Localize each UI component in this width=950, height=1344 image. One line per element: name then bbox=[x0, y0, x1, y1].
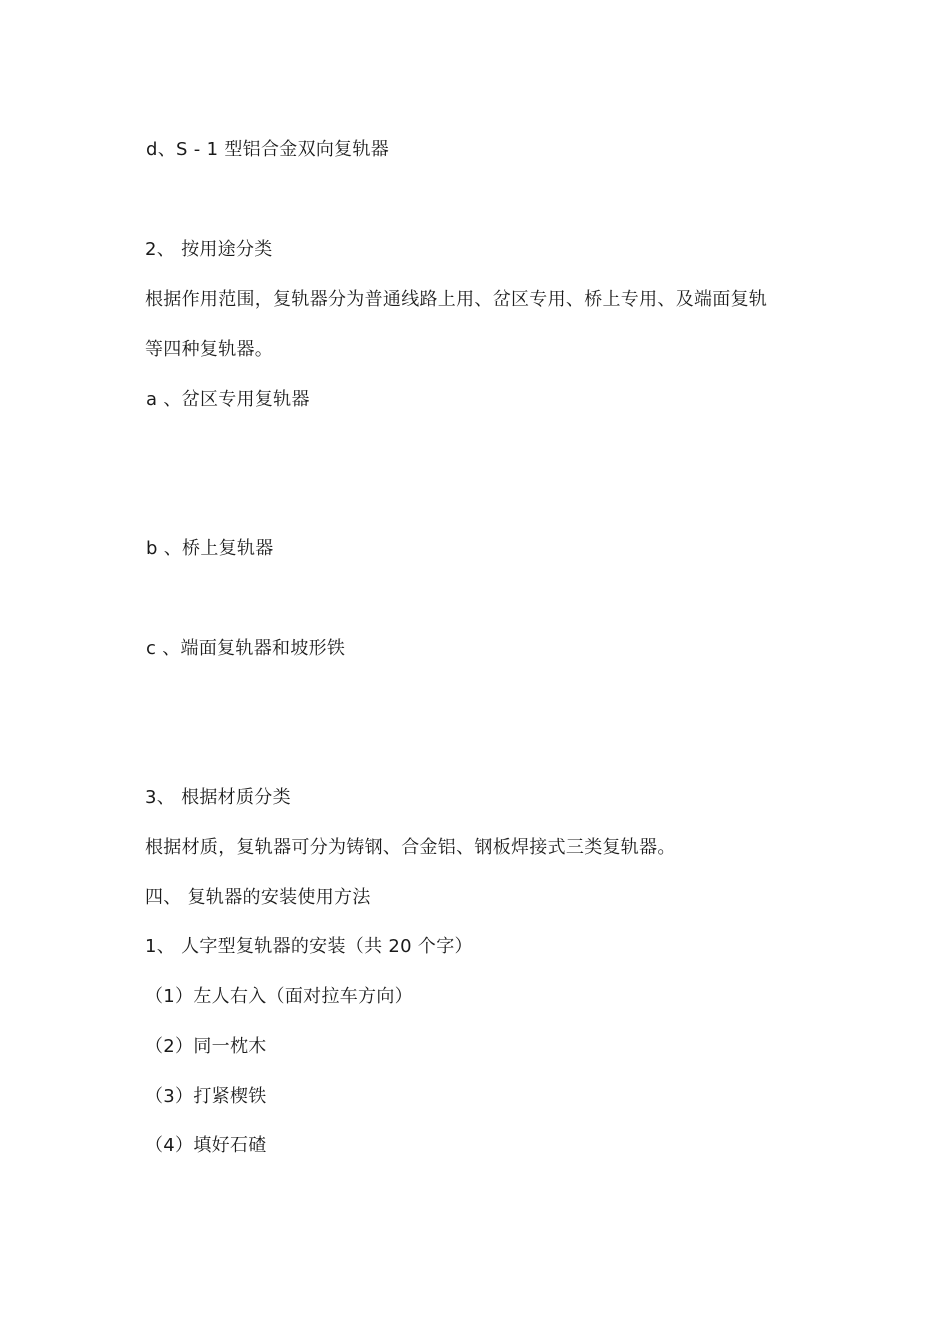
item-a-switch-rerailer: a 、岔区专用复轨器 bbox=[146, 389, 310, 410]
step-3: （3）打紧楔铁 bbox=[145, 1086, 267, 1107]
heading-herringbone-installation: 1、 人字型复轨器的安装（共 20 个字） bbox=[145, 936, 473, 957]
step-1: （1）左人右入（面对拉车方向） bbox=[145, 986, 413, 1007]
section-heading-installation: 四、 复轨器的安装使用方法 bbox=[145, 887, 371, 908]
step-2: （2）同一枕木 bbox=[145, 1036, 267, 1057]
paragraph-material: 根据材质，复轨器可分为铸钢、合金铝、钢板焊接式三类复轨器。 bbox=[145, 837, 676, 858]
paragraph-usage-line-1: 根据作用范围，复轨器分为普通线路上用、岔区专用、桥上专用、及端面复轨 bbox=[145, 289, 768, 310]
step-4: （4）填好石碴 bbox=[145, 1135, 267, 1156]
heading-by-usage: 2、 按用途分类 bbox=[145, 239, 273, 260]
heading-by-material: 3、 根据材质分类 bbox=[145, 787, 291, 808]
item-c-end-rerailer: c 、端面复轨器和坡形铁 bbox=[146, 638, 346, 659]
item-b-bridge-rerailer: b 、桥上复轨器 bbox=[146, 538, 274, 559]
item-d-aluminum-rerailer: d、S - 1 型铝合金双向复轨器 bbox=[146, 139, 390, 160]
paragraph-usage-line-2: 等四种复轨器。 bbox=[145, 339, 274, 360]
